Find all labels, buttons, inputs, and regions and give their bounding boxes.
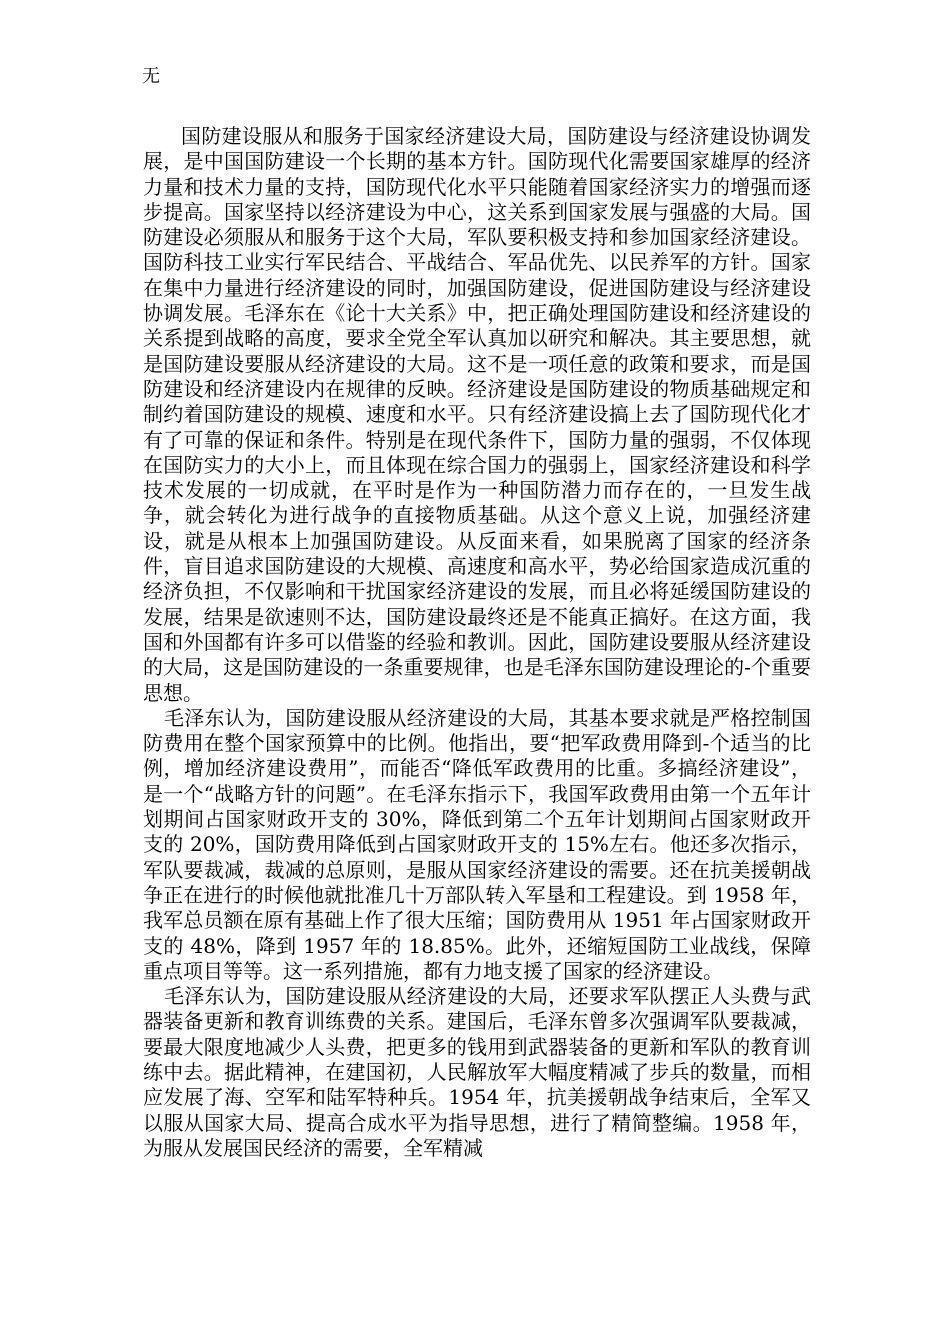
paragraph-3: 毛泽东认为，国防建设服从经济建设的大局，还要求军队摆正人头费与武器装备更新和教育训练费的关系。建国后，毛泽东曾多次强调军队要裁减，要最大限度地减少人头费，把更多的钱用到武器装备的更新和军队的教育训练中去。据此精神，在建国初，人民解放军大幅度精减了步兵的数量，而相应发展了海、空军和陆军特种兵。1954 年，抗美援朝战争结束后，全军又以服从国家大局、提高合成水平为指导思想，进行了精简整编。1958 年，为服从发展国民经济的需要，全军精减 (143, 984, 811, 1160)
document-body (143, 124, 811, 1161)
page-header-label: 无 (142, 66, 160, 87)
paragraph-2: 毛泽东认为，国防建设服从经济建设的大局，其基本要求就是严格控制国防费用在整个国家预算中的比例。他指出，要“把军政费用降到-个适当的比例，增加经济建设费用”，而能否“降低军政费用的比重。多搞经济建设”，是一个“战略方针的问题”。在毛泽东指示下，我国军政费用由第一个五年计划期间占国家财政开支的 30%，降低到第二个五年计划期间占国家财政开支的 20%，国防费用降低到占国家财政开支的 15%左右。他还多次指示，军队要裁减，裁减的总原则，是服从国家经济建设的需要。还在抗美援朝战争正在进行的时候他就批准几十万部队转入军垦和工程建设。到 1958 年，我军总员额在原有基础上作了很大压缩；国防费用从 1951 年占国家财政开支的 48%，降到 1957 年的 18.85%。此外，还缩短国防工业战线，保障重点项目等等。这一系列措施，都有力地支援了国家的经济建设。 (143, 705, 811, 983)
paragraph-1: 国防建设服从和服务于国家经济建设大局，国防建设与经济建设协调发展，是中国国防建设一个长期的基本方针。国防现代化需要国家雄厚的经济力量和技术力量的支持，国防现代化水平只能随着国家经济实力的增强而逐步提高。国家坚持以经济建设为中心，这关系到国家发展与强盛的大局。国防建设必须服从和服务于这个大局，军队要积极支持和参加国家经济建设。国防科技工业实行军民结合、平战结合、军品优先、以民养军的方针。国家在集中力量进行经济建设的同时，加强国防建设，促进国防建设与经济建设协调发展。毛泽东在《论十大关系》中，把正确处理国防建设和经济建设的关系提到战略的高度，要求全党全军认真加以研究和解决。其主要思想，就是国防建设要服从经济建设的大局。这不是一项任意的政策和要求，而是国防建设和经济建设内在规律的反映。经济建设是国防建设的物质基础规定和制约着国防建设的规模、速度和水平。只有经济建设搞上去了国防现代化才有了可靠的保证和条件。特别是在现代条件下，国防力量的强弱，不仅体现在国防实力的大小上，而且体现在综合国力的强弱上，国家经济建设和科学技术发展的一切成就，在平时是作为一种国防潜力而存在的，一旦发生战争，就会转化为进行战争的直接物质基础。从这个意义上说，加强经济建设，就是从根本上加强国防建设。从反面来看，如果脱离了国家的经济条件，盲目追求国防建设的大规模、高速度和高水平，势必给国家造成沉重的经济负担，不仅影响和干扰国家经济建设的发展，而且必将延缓国防建设的发展，结果是欲速则不达，国防建设最终还是不能真正搞好。在这方面，我国和外国都有许多可以借鉴的经验和教训。因此，国防建设要服从经济建设的大局，这是国防建设的一条重要规律，也是毛泽东国防建设理论的-个重要思想。 (143, 124, 811, 705)
